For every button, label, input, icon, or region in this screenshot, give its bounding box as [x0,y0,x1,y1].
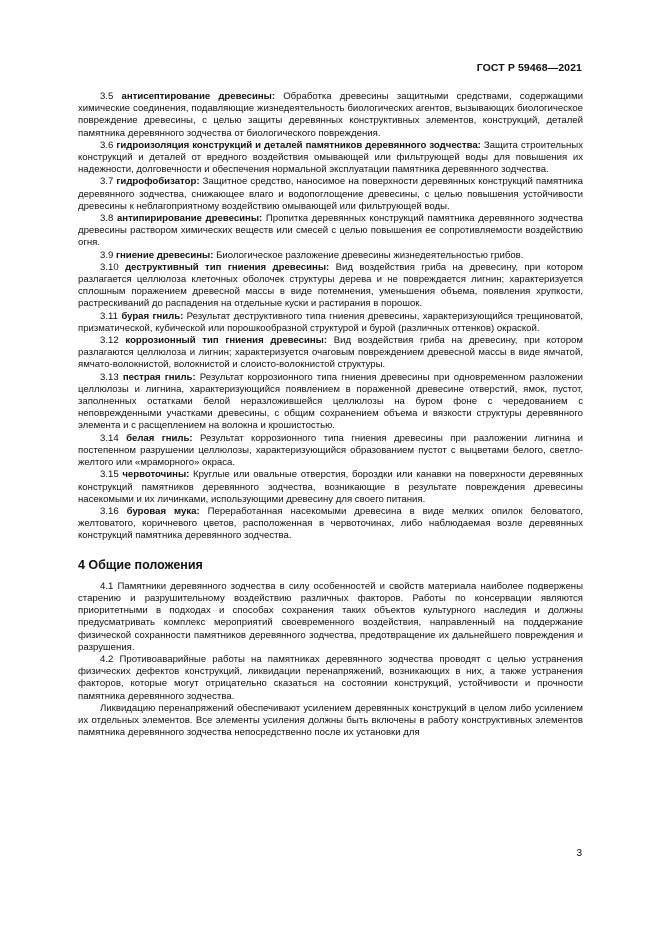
definition-term: белая гниль: [126,432,193,444]
definition-text: Биологическое разложение древесины жизнедеятельностью грибов. [213,249,524,261]
definition-number: 3.10 [100,261,119,273]
definition-item [78,262,583,311]
definition-term: гидрофобизатор: [116,176,200,188]
definition-text: Переработанная насекомыми древесина в виде мелких опилок беловатого, желтоватого, коричневого цветов, расположенная в червоточинах, либо наблюдаемая возле деревянных конструкций памятника деревянного зодчества. [78,505,583,542]
definition-number: 3.12 [100,335,119,347]
definition-number: 3.15 [100,469,119,481]
definition-item [78,469,583,506]
definition-term: гидроизоляция конструкций и деталей памятников деревянного зодчества: [116,139,481,151]
definition-text: Результат коррозионного типа гниения древесины при разложении лигнина и постепенном разрушении целлюлозы, характеризующийся образованием пустот с выцветами белого, светло-желтого или «мраморного» окраса. [78,432,583,469]
paragraph-4-2-continued: Ликвидацию перенапряжений обеспечивают усилением деревянных конструкций в целом либо усилением их отдельных элементов. Все элементы усиления должны быть включены в работу конструктивных элементов памятника деревянного зодчества непосредственно после их установки для [78,702,583,739]
definition-term: буровая мука: [126,505,200,517]
page-number: 3 [576,848,582,859]
definition-number: 3.7 [100,176,114,188]
definition-text: Вид воздействия гриба на древесину, при котором разлагается целлюлоза клеточных оболочек структуры дерева и не повреждается лигнин; характеризуется сплошным поражением древесной массы в виде потемнения, уменьшения объема, появления хрупкости, растрескиваний до распадения на отдельные куски и растирания в порошок. [78,261,584,310]
definition-item [78,140,583,177]
definition-term: антисептирование древесины: [121,91,276,102]
definition-item [78,176,583,213]
definition-term: коррозионный тип гниения древесины: [125,335,328,347]
definition-term: антипирирование древесины: [116,213,263,225]
definition-text: Результат деструктивного типа гниения древесины, характеризующийся трещиноватой, призматической, кубической или порошкообразной структурой и бурой (различных оттенков) окраской. [78,310,583,334]
definition-number: 3.16 [100,505,119,517]
definition-number: 3.13 [100,371,119,383]
definition-term: деструктивный тип гниения древесины: [125,261,330,273]
definition-number: 3.5 [100,91,114,102]
definitions-list [78,91,583,543]
definition-number: 3.9 [100,249,114,261]
definition-number: 3.8 [100,213,114,225]
definition-term: гниение древесины: [116,249,214,261]
standard-designation: ГОСТ Р 59468—2021 [476,62,582,74]
paragraph-4-1: 4.1 Памятники деревянного зодчества в силу особенностей и свойств материала наиболее подвержены старению и разрушительному воздействию различных факторов. Работы по консервации являются приоритетными в подходах и способах сохранения таких объектов культурного наследия и должны предусматривать комплекс мероприятий своевременного воздействия, направленный на поддержание физической сохранности памятников деревянного зодчества, предотвращение их дальнейшего повреждения и разрушения. [78,580,583,653]
definition-text: Результат коррозионного типа гниения древесины при одновременном разложении целлюлозы и лигнина, характеризующийся появлением в пораженной древесине отверстий, ямок, пустот, заполненных остатками белой неразложившейся целлюлозы на буром фоне с чередованием с неповрежденными участками древесины, с общим сохранением объема и вязкости структуры деревянного элемента и с расщеплением на волокна и крошистостью. [78,371,583,432]
definition-term: червоточины: [122,469,190,481]
paragraph-4-2: 4.2 Противоаварийные работы на памятниках деревянного зодчества проводят с целью устранения физических дефектов конструкций, ликвидации перенапряжений, возникающих в них, а также устранения факторов, которые могут отрицательно сказаться на состоянии конструкций, устойчивости и прочности памятника деревянного зодчества. [78,653,583,702]
definition-term: пестрая гниль: [122,371,196,383]
definition-term: бурая гниль: [121,310,184,322]
definition-item [78,213,583,250]
definition-item [78,311,583,335]
definition-text: Защита строительных конструкций и деталей от вредного воздействия омывающей или фильтрующей воды для повышения их надежности, долговечности и обеспечения нормальной эксплуатации памятника деревянного зодчества. [78,139,583,176]
definition-number: 3.6 [100,139,114,151]
definition-text: Пропитка деревянных конструкций памятника деревянного зодчества древесины раствором химических веществ или смесей с целью повышения ее сопротивляемости воздействию огня. [78,213,583,249]
definition-item [78,250,583,262]
definition-number: 3.14 [100,432,119,444]
definition-text: Круглые или овальные отверстия, бороздки или канавки на поверхности деревянных конструкций памятников деревянного зодчества, возникающие в результате повреждения древесины насекомыми и их личинками, использующими древесину для своего питания. [78,469,583,505]
definition-text: Обработка древесины защитными средствами, содержащими химические соединения, подавляющие жизнедеятельность биологических агентов, вызывающих биологическое повреждение древесины, с целью защиты деревянных конструктивных элементов, конструкций, деталей памятника деревянного зодчества от биологического повреждения. [78,91,583,139]
definition-item [78,433,583,470]
definition-item [78,372,583,433]
definition-item [78,91,583,140]
definition-item [78,335,583,372]
page-body [78,91,583,739]
section-heading: 4 Общие положения [78,557,203,572]
definition-item [78,506,583,543]
definition-number: 3.11 [100,310,118,322]
definition-text: Вид воздействия гриба на древесину, при котором разлагаются целлюлоза и лигнин; характеризуется очаговым повреждением древесной массы в виде ямчатой, ямчато-волокнистой, волокнистой и слоисто-волокнистой структуры. [78,335,583,371]
definition-text: Защитное средство, наносимое на поверхности деревянных конструкций памятника деревянного зодчества, снижающее влаго и водопоглощение древесины, с целью повышения устойчивости древесины к неблагоприятному воздействию омывающей или фильтрующей воды. [78,176,583,212]
